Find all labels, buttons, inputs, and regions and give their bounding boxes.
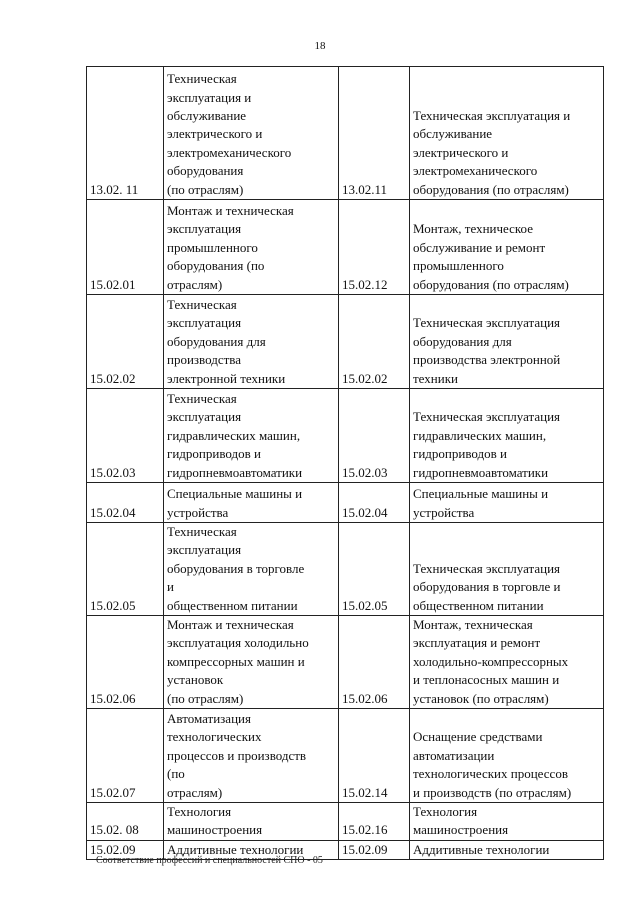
old-code-cell: 15.02.04 (87, 483, 164, 523)
table-row (87, 67, 604, 200)
new-code-cell: 15.02.03 (339, 389, 410, 483)
new-name-cell: Монтаж, техническое обслуживание и ремонт промышленного оборудования (по отраслям) (410, 200, 604, 295)
old-name-cell: Аддитивные технологии (164, 840, 339, 859)
new-name-cell: Оснащение средствами автоматизации технологических процессов и производств (по отраслям) (410, 709, 604, 803)
new-name-cell: Специальные машины и устройства (410, 483, 604, 523)
old-name-cell: Техническая эксплуатация оборудования в торговле и общественном питании (164, 523, 339, 616)
old-code-cell: 15.02.07 (87, 709, 164, 803)
new-name-cell: Техническая эксплуатация оборудования в торговле и общественном питании (410, 523, 604, 616)
old-name-cell: Техническая эксплуатация оборудования для производства электронной техники (164, 295, 339, 389)
old-code-cell: 15.02.06 (87, 616, 164, 709)
new-code-cell: 15.02.16 (339, 803, 410, 841)
old-code-cell: 15.02.09 (87, 840, 164, 859)
correspondence-table (86, 66, 604, 860)
new-name-cell: Технология машиностроения (410, 803, 604, 841)
old-name-cell: Технология машиностроения (164, 803, 339, 841)
table-body (87, 67, 604, 860)
old-name-cell: Техническая эксплуатация и обслуживание электрического и электромеханического оборудования (по отраслям) (164, 67, 339, 200)
old-code-cell: 15.02.05 (87, 523, 164, 616)
old-name-cell: Монтаж и техническая эксплуатация промышленного оборудования (по отраслям) (164, 200, 339, 295)
table-row (87, 200, 604, 295)
old-name-cell: Специальные машины и устройства (164, 483, 339, 523)
new-code-cell: 15.02.14 (339, 709, 410, 803)
table-row (87, 389, 604, 483)
table-row (87, 523, 604, 616)
old-name-cell: Автоматизация технологических процессов и производств (по отраслям) (164, 709, 339, 803)
new-name-cell: Монтаж, техническая эксплуатация и ремонт холодильно-компрессорных и теплонасосных машин и установок (по отраслям) (410, 616, 604, 709)
table-row (87, 803, 604, 841)
new-name-cell: Техническая эксплуатация и обслуживание электрического и электромеханического оборудования (по отраслям) (410, 67, 604, 200)
new-code-cell: 15.02.05 (339, 523, 410, 616)
table-row (87, 616, 604, 709)
old-code-cell: 13.02. 11 (87, 67, 164, 200)
old-code-cell: 15.02.02 (87, 295, 164, 389)
page-footer: Соответствие профессий и специальностей СПО - 05 (96, 855, 323, 866)
table-row (87, 483, 604, 523)
new-code-cell: 15.02.09 (339, 840, 410, 859)
table-row (87, 709, 604, 803)
page-number: 18 (314, 40, 326, 52)
new-name-cell: Техническая эксплуатация гидравлических машин, гидроприводов и гидропневмоавтоматики (410, 389, 604, 483)
old-name-cell: Монтаж и техническая эксплуатация холодильно компрессорных машин и установок (по отраслям) (164, 616, 339, 709)
new-name-cell: Техническая эксплуатация оборудования для производства электронной техники (410, 295, 604, 389)
new-code-cell: 15.02.04 (339, 483, 410, 523)
table-row (87, 295, 604, 389)
new-code-cell: 15.02.06 (339, 616, 410, 709)
old-code-cell: 15.02.01 (87, 200, 164, 295)
old-code-cell: 15.02. 08 (87, 803, 164, 841)
old-code-cell: 15.02.03 (87, 389, 164, 483)
new-code-cell: 15.02.12 (339, 200, 410, 295)
new-code-cell: 13.02.11 (339, 67, 410, 200)
old-name-cell: Техническая эксплуатация гидравлических машин, гидроприводов и гидропневмоавтоматики (164, 389, 339, 483)
new-name-cell: Аддитивные технологии (410, 840, 604, 859)
new-code-cell: 15.02.02 (339, 295, 410, 389)
